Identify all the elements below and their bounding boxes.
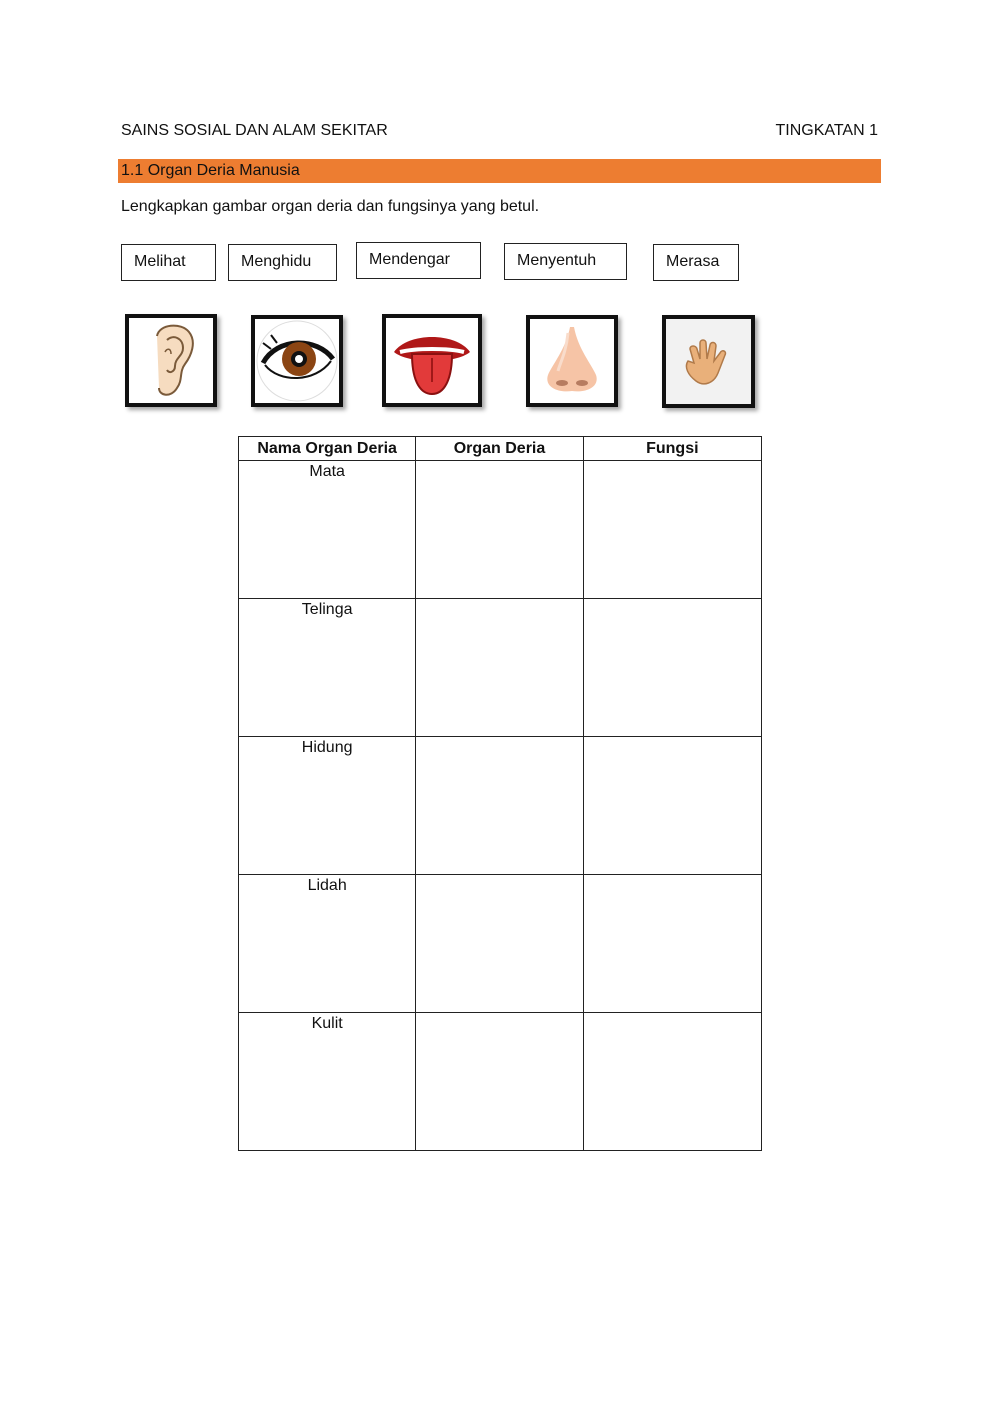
function-drop[interactable] bbox=[583, 461, 761, 599]
tongue-icon bbox=[386, 318, 478, 403]
eye-card[interactable] bbox=[251, 315, 343, 407]
word-mendengar[interactable]: Mendengar bbox=[356, 242, 481, 279]
table-row bbox=[239, 1013, 762, 1151]
table-row bbox=[239, 461, 762, 599]
level-header: TINGKATAN 1 bbox=[775, 122, 878, 139]
table-row bbox=[239, 737, 762, 875]
instruction-text: Lengkapkan gambar organ deria dan fungsinya yang betul. bbox=[121, 198, 540, 215]
ear-card[interactable] bbox=[125, 314, 217, 407]
header-organ-deria: Organ Deria bbox=[416, 437, 583, 461]
organ-name-cell: Mata bbox=[239, 461, 416, 599]
function-drop[interactable] bbox=[583, 737, 761, 875]
function-drop[interactable] bbox=[583, 1013, 761, 1151]
word-melihat[interactable]: Melihat bbox=[121, 244, 216, 281]
function-drop[interactable] bbox=[583, 599, 761, 737]
header-fungsi: Fungsi bbox=[583, 437, 761, 461]
word-menghidu[interactable]: Menghidu bbox=[228, 244, 337, 281]
subject-header: SAINS SOSIAL DAN ALAM SEKITAR bbox=[121, 122, 388, 139]
organ-name-cell: Telinga bbox=[239, 599, 416, 737]
organ-image-drop[interactable] bbox=[416, 1013, 583, 1151]
organ-name-cell: Lidah bbox=[239, 875, 416, 1013]
tongue-card[interactable] bbox=[382, 314, 482, 407]
organ-image-drop[interactable] bbox=[416, 737, 583, 875]
organ-image-drop[interactable] bbox=[416, 599, 583, 737]
table-header-row bbox=[239, 437, 762, 461]
word-merasa[interactable]: Merasa bbox=[653, 244, 739, 281]
section-title: 1.1 Organ Deria Manusia bbox=[118, 159, 881, 183]
organ-image-drop[interactable] bbox=[416, 875, 583, 1013]
nose-icon bbox=[530, 319, 614, 403]
organ-image-drop[interactable] bbox=[416, 461, 583, 599]
eye-icon bbox=[255, 319, 339, 403]
table-row bbox=[239, 599, 762, 737]
function-drop[interactable] bbox=[583, 875, 761, 1013]
hand-icon bbox=[666, 319, 751, 404]
organ-table bbox=[238, 436, 762, 1151]
header-nama-organ: Nama Organ Deria bbox=[239, 437, 416, 461]
nose-card[interactable] bbox=[526, 315, 618, 407]
table-row bbox=[239, 875, 762, 1013]
ear-icon bbox=[129, 318, 213, 403]
hand-card[interactable] bbox=[662, 315, 755, 408]
organ-name-cell: Hidung bbox=[239, 737, 416, 875]
organ-name-cell: Kulit bbox=[239, 1013, 416, 1151]
word-menyentuh[interactable]: Menyentuh bbox=[504, 243, 627, 280]
